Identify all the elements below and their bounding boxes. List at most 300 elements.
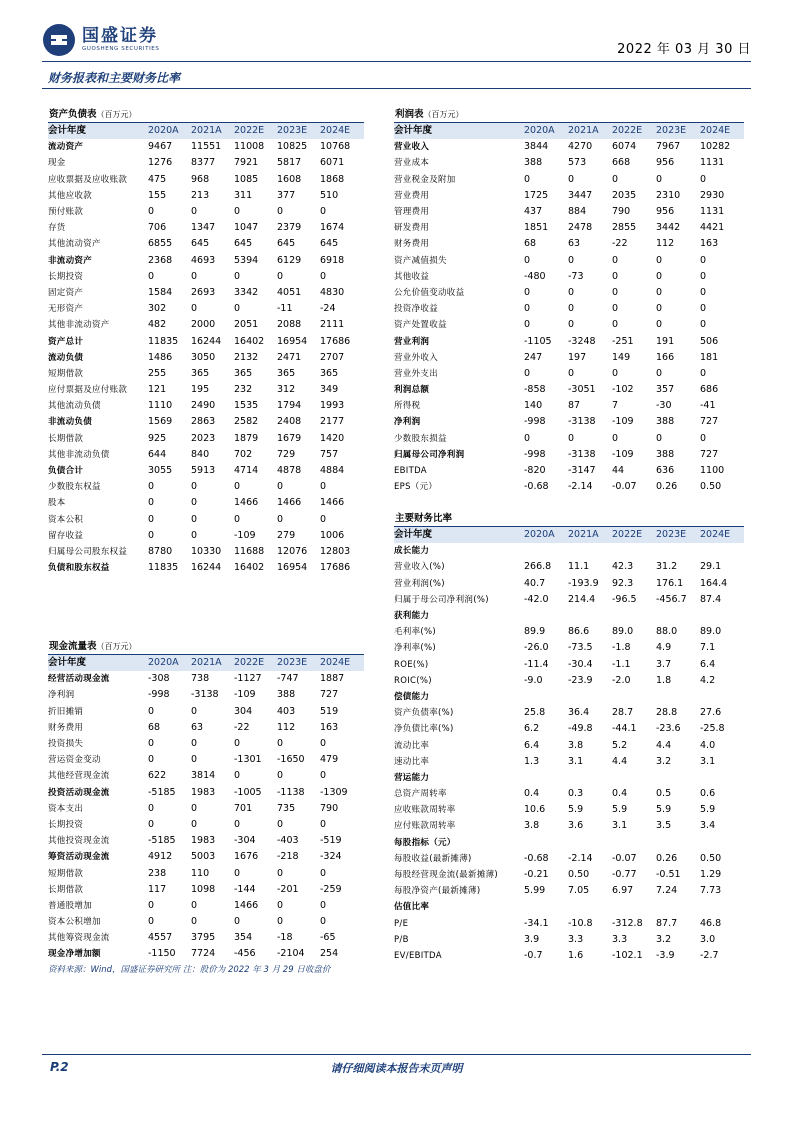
row-value: 0 (524, 319, 531, 331)
row-value: 6.2 (524, 723, 540, 735)
row-value: 0 (191, 802, 198, 814)
row-value: 0 (191, 206, 198, 218)
row-value: 2132 (234, 351, 259, 363)
column-header-year: 2023E (277, 657, 308, 669)
row-value: 5.9 (700, 804, 716, 816)
row-value: 2035 (612, 189, 637, 201)
table-row (48, 366, 364, 382)
row-value: 510 (320, 189, 339, 201)
row-value: 2855 (612, 222, 637, 234)
data-source-note: 资料来源：Wind，国盛证券研究所 注：股价为 2022 年 3 月 29 日收盘价 (48, 965, 331, 975)
row-value: 0 (320, 270, 327, 282)
row-label: 成长能力 (394, 546, 430, 557)
table-row (394, 236, 744, 252)
row-label: 流动资产 (48, 142, 84, 153)
row-value: -1105 (524, 335, 552, 347)
table-row (48, 720, 364, 736)
row-value: -73.5 (568, 642, 593, 654)
row-label: 应收账款周转率 (394, 805, 456, 816)
row-value: 2707 (320, 351, 345, 363)
income-statement-panel (394, 108, 744, 495)
row-value: -0.07 (612, 852, 637, 864)
row-value: 149 (612, 351, 631, 363)
row-value: 16402 (234, 335, 265, 347)
section-divider (42, 88, 751, 89)
row-value: 2490 (191, 400, 216, 412)
table-row (394, 867, 744, 883)
row-value: 1851 (524, 222, 549, 234)
section-title: 财务报表和主要财务比率 (48, 71, 181, 85)
row-value: -403 (277, 835, 299, 847)
row-value: -519 (320, 835, 342, 847)
table-row (394, 333, 744, 349)
row-value: 4.4 (656, 739, 672, 751)
row-value: 166 (656, 351, 675, 363)
row-value: -456 (234, 948, 256, 960)
balance-sheet-title: 资产负债表（百万元） (48, 108, 364, 123)
row-value: 0 (568, 286, 575, 298)
row-value (568, 835, 612, 851)
row-value: 0 (524, 173, 531, 185)
row-value: 3050 (191, 351, 216, 363)
column-header-year: 2024E (320, 657, 351, 669)
row-value: -24 (320, 303, 336, 315)
row-label: 净利润 (394, 417, 421, 428)
table-row (48, 301, 364, 317)
income-statement-title: 利润表（百万元） (394, 108, 744, 123)
row-value: 729 (277, 448, 296, 460)
row-value: 3.6 (568, 820, 584, 832)
row-value: 7 (612, 400, 619, 412)
row-value: -2104 (277, 948, 305, 960)
column-header-year: 2020A (148, 657, 179, 669)
row-value: 3814 (191, 770, 216, 782)
row-value: 3.1 (612, 820, 628, 832)
row-value: 6.4 (700, 658, 716, 670)
table-row (394, 285, 744, 301)
row-value: 1276 (148, 157, 173, 169)
row-value: 790 (320, 802, 339, 814)
row-value: 6071 (320, 157, 345, 169)
row-value: 3.0 (700, 933, 716, 945)
page-number: P.2 (50, 1060, 69, 1074)
row-value: 31.2 (656, 561, 678, 573)
row-value: 0 (191, 738, 198, 750)
table-row (394, 770, 744, 786)
row-label: 少数股东权益 (48, 482, 101, 493)
row-label: 现金净增加额 (48, 949, 101, 960)
row-value: 0 (568, 303, 575, 315)
footer-divider (42, 1054, 751, 1055)
row-value: 0 (277, 818, 284, 830)
balance-sheet-panel (48, 108, 364, 576)
row-value: 2471 (277, 351, 302, 363)
table-row (394, 431, 744, 447)
row-value: 365 (234, 367, 253, 379)
row-value: 10.6 (524, 804, 546, 816)
row-label: 其他投资现金流 (48, 836, 110, 847)
row-value: 6918 (320, 254, 345, 266)
row-label: 其他应收款 (48, 190, 93, 201)
row-value: -308 (148, 673, 170, 685)
row-label: 负债合计 (48, 466, 84, 477)
row-value: 388 (656, 416, 675, 428)
row-value: -1.1 (612, 658, 631, 670)
table-row (394, 543, 744, 559)
row-value: 645 (320, 238, 339, 250)
row-label: 其他流动负债 (48, 401, 101, 412)
row-value: 0 (612, 367, 619, 379)
row-value: 884 (568, 206, 587, 218)
row-value (524, 543, 568, 559)
row-value: 11688 (234, 545, 265, 557)
row-value: 0 (277, 899, 284, 911)
row-label: 投资损失 (48, 739, 84, 750)
row-value: 140 (524, 400, 543, 412)
row-value (700, 899, 744, 915)
row-value (612, 608, 656, 624)
row-value: 68 (148, 721, 161, 733)
column-header-label: 会计年度 (394, 529, 433, 541)
row-value: 254 (320, 948, 339, 960)
row-value: 3795 (191, 932, 216, 944)
row-value: -747 (277, 673, 299, 685)
row-value: -30.4 (568, 658, 593, 670)
ratios-table (394, 527, 744, 964)
row-label: 资本支出 (48, 803, 84, 814)
row-value: -73 (568, 270, 584, 282)
row-label: EBITDA (394, 466, 427, 477)
row-value: 0 (277, 206, 284, 218)
row-value: 2930 (700, 189, 725, 201)
row-value: -456.7 (656, 593, 687, 605)
table-row (48, 914, 364, 930)
row-value: 16244 (191, 562, 222, 574)
row-value: -10.8 (568, 917, 593, 929)
row-value: 176.1 (656, 577, 684, 589)
table-row (48, 528, 364, 544)
row-value: 0 (148, 705, 155, 717)
row-value: -22 (234, 721, 250, 733)
row-value: 0 (700, 303, 707, 315)
row-value: -0.07 (612, 481, 637, 493)
row-value: 8780 (148, 545, 173, 557)
row-value: -218 (277, 851, 299, 863)
row-value: 10825 (277, 141, 308, 153)
row-value: -30 (656, 400, 672, 412)
row-label: ROIC(%) (394, 675, 432, 686)
row-value: 2478 (568, 222, 593, 234)
row-value: 1466 (234, 899, 259, 911)
row-value: 0 (148, 481, 155, 493)
row-value: 5.9 (612, 804, 628, 816)
row-value: 5913 (191, 465, 216, 477)
row-value: 0 (148, 818, 155, 830)
row-value: 1725 (524, 189, 549, 201)
row-value: -25.8 (700, 723, 725, 735)
row-value: 0 (191, 916, 198, 928)
row-value: 0 (700, 286, 707, 298)
row-value: 0 (568, 367, 575, 379)
row-value: -0.68 (524, 852, 549, 864)
table-row (394, 447, 744, 463)
row-value: -480 (524, 270, 546, 282)
row-value (524, 608, 568, 624)
column-header-year: 2021A (568, 125, 599, 137)
table-row (394, 479, 744, 495)
row-value: 0 (148, 270, 155, 282)
table-row (394, 737, 744, 753)
row-value: 645 (191, 238, 210, 250)
row-value: 155 (148, 189, 167, 201)
row-value: 163 (700, 238, 719, 250)
row-label: 非流动负债 (48, 417, 93, 428)
row-label: 获利能力 (394, 611, 430, 622)
row-label: 无形资产 (48, 304, 84, 315)
row-value: 686 (700, 384, 719, 396)
table-row (48, 752, 364, 768)
row-label: ROE(%) (394, 659, 429, 670)
row-value: 0 (656, 367, 663, 379)
row-value: 738 (191, 673, 210, 685)
row-value: 0 (191, 513, 198, 525)
row-value: 506 (700, 335, 719, 347)
column-header-label: 会计年度 (48, 125, 87, 137)
row-value: 2368 (148, 254, 173, 266)
row-value: -820 (524, 465, 546, 477)
row-value: 92.3 (612, 577, 634, 589)
row-value: 1131 (700, 206, 725, 218)
row-label: 每股指标（元） (394, 837, 456, 848)
row-value: 28.8 (656, 707, 678, 719)
row-value: 5817 (277, 157, 302, 169)
row-value: -102.1 (612, 949, 643, 961)
row-value: 4693 (191, 254, 216, 266)
row-value: 0 (148, 899, 155, 911)
table-row (48, 544, 364, 560)
ratios-panel (394, 512, 744, 964)
table-row (394, 608, 744, 624)
row-value (524, 835, 568, 851)
row-value: 0 (234, 303, 241, 315)
table-row (394, 559, 744, 575)
row-value: 9467 (148, 141, 173, 153)
row-value: 112 (277, 721, 296, 733)
table-row (48, 236, 364, 252)
row-value: -304 (234, 835, 256, 847)
row-value (700, 770, 744, 786)
row-value: 195 (191, 384, 210, 396)
row-value: -109 (234, 689, 256, 701)
row-value: -858 (524, 384, 546, 396)
row-value: 16954 (277, 562, 308, 574)
row-value: 840 (191, 448, 210, 460)
row-value: 10282 (700, 141, 731, 153)
table-row (394, 835, 744, 851)
row-value: 89.0 (700, 626, 722, 638)
row-value: 255 (148, 367, 167, 379)
row-value: 0 (568, 173, 575, 185)
row-value: 6.4 (524, 739, 540, 751)
row-value: -9.0 (524, 674, 543, 686)
row-value: 312 (277, 384, 296, 396)
row-value: 0 (612, 432, 619, 444)
column-header-label: 会计年度 (394, 125, 433, 137)
row-value (568, 608, 612, 624)
row-value: 7.24 (656, 885, 678, 897)
row-label: 普通股增加 (48, 900, 93, 911)
row-value: 27.6 (700, 707, 722, 719)
row-value: 0 (148, 513, 155, 525)
row-value: 0 (234, 770, 241, 782)
row-value: 0 (524, 432, 531, 444)
row-value: 3.3 (568, 933, 584, 945)
row-value: 727 (700, 448, 719, 460)
table-row (48, 447, 364, 463)
row-value: 1983 (191, 835, 216, 847)
row-value: 0 (277, 867, 284, 879)
row-label: 筹资活动现金流 (48, 852, 110, 863)
table-row (48, 285, 364, 301)
row-value: 2863 (191, 416, 216, 428)
row-value: 36.4 (568, 707, 590, 719)
row-value: 232 (234, 384, 253, 396)
table-row (394, 188, 744, 204)
row-value: -22 (612, 238, 628, 250)
table-header-row (48, 655, 364, 671)
row-value: 0 (320, 481, 327, 493)
row-label: 财务费用 (48, 722, 84, 733)
row-value: 87.4 (700, 593, 722, 605)
row-label: 资本公积增加 (48, 917, 101, 928)
row-value: -3138 (191, 689, 219, 701)
row-value: 0 (612, 270, 619, 282)
row-value: 0 (234, 867, 241, 879)
row-value: -26.0 (524, 642, 549, 654)
table-row (394, 253, 744, 269)
row-value: 349 (320, 384, 339, 396)
row-value: 3442 (656, 222, 681, 234)
row-value (568, 899, 612, 915)
column-header-year: 2023E (277, 125, 308, 137)
table-row (394, 269, 744, 285)
row-value: 7.1 (700, 642, 716, 654)
row-value: 1879 (234, 432, 259, 444)
row-label: 所得税 (394, 401, 421, 412)
column-header-year: 2024E (700, 529, 731, 541)
row-value: 1674 (320, 222, 345, 234)
row-value: 388 (656, 448, 675, 460)
row-value: 87.7 (656, 917, 678, 929)
row-value: 0 (320, 206, 327, 218)
row-value: 42.3 (612, 561, 634, 573)
table-row (394, 689, 744, 705)
row-value: 701 (234, 802, 253, 814)
row-value: 519 (320, 705, 339, 717)
row-value: -1005 (234, 786, 262, 798)
row-value: 377 (277, 189, 296, 201)
row-label: 长期投资 (48, 819, 84, 830)
row-value (568, 770, 612, 786)
row-value: 1608 (277, 173, 302, 185)
row-label: 存货 (48, 223, 66, 234)
row-value: 3.1 (700, 755, 716, 767)
row-value: 17686 (320, 335, 351, 347)
row-value: 3.4 (700, 820, 716, 832)
row-value: 44 (612, 465, 625, 477)
row-value: 1131 (700, 157, 725, 169)
row-value (568, 689, 612, 705)
row-value: 365 (191, 367, 210, 379)
row-label: 每股收益(最新摊薄) (394, 853, 472, 864)
row-value: -1301 (234, 754, 262, 766)
row-value (612, 689, 656, 705)
table-row (48, 801, 364, 817)
row-value: 11.1 (568, 561, 590, 573)
row-value: 117 (148, 883, 167, 895)
row-value: 0.4 (612, 788, 628, 800)
row-value: 0 (700, 173, 707, 185)
row-value: 0 (700, 270, 707, 282)
row-value: 475 (148, 173, 167, 185)
row-value: -109 (612, 448, 634, 460)
row-label: 偿债能力 (394, 691, 430, 702)
row-value: 1098 (191, 883, 216, 895)
row-value: 0 (234, 738, 241, 750)
logo-english: GUOSHENG SECURITIES (82, 46, 160, 52)
table-row (394, 366, 744, 382)
row-value: 3.8 (568, 739, 584, 751)
row-value: 790 (612, 206, 631, 218)
row-value: 181 (700, 351, 719, 363)
row-value: -1138 (277, 786, 305, 798)
table-row (48, 139, 364, 155)
row-value: 0 (320, 770, 327, 782)
row-value: 110 (191, 867, 210, 879)
row-value: -18 (277, 932, 293, 944)
row-label: 折旧摊销 (48, 706, 84, 717)
table-row (394, 624, 744, 640)
row-value: -998 (148, 689, 170, 701)
row-value: 0 (191, 303, 198, 315)
table-row (394, 317, 744, 333)
row-value: -65 (320, 932, 336, 944)
column-header-year: 2021A (568, 529, 599, 541)
table-row (48, 479, 364, 495)
row-label: 资产总计 (48, 336, 84, 347)
row-value: 8377 (191, 157, 216, 169)
row-value: 437 (524, 206, 543, 218)
row-value: 706 (148, 222, 167, 234)
row-value: 0 (148, 529, 155, 541)
row-value (656, 689, 700, 705)
row-label: 营运资金变动 (48, 755, 101, 766)
row-label: 总资产周转率 (394, 789, 447, 800)
row-value: 4.4 (612, 755, 628, 767)
disclaimer-link[interactable]: 请仔细阅读本报告末页声明 (330, 1062, 463, 1075)
row-value: 2693 (191, 286, 216, 298)
row-label: 营业收入 (394, 142, 430, 153)
row-value: 2582 (234, 416, 259, 428)
table-row (394, 301, 744, 317)
row-label: 营业利润(%) (394, 578, 445, 589)
row-label: 非流动资产 (48, 255, 93, 266)
table-row (48, 414, 364, 430)
row-label: 营业费用 (394, 190, 430, 201)
table-row (394, 576, 744, 592)
row-value: 0 (700, 254, 707, 266)
row-value: 1.8 (656, 674, 672, 686)
